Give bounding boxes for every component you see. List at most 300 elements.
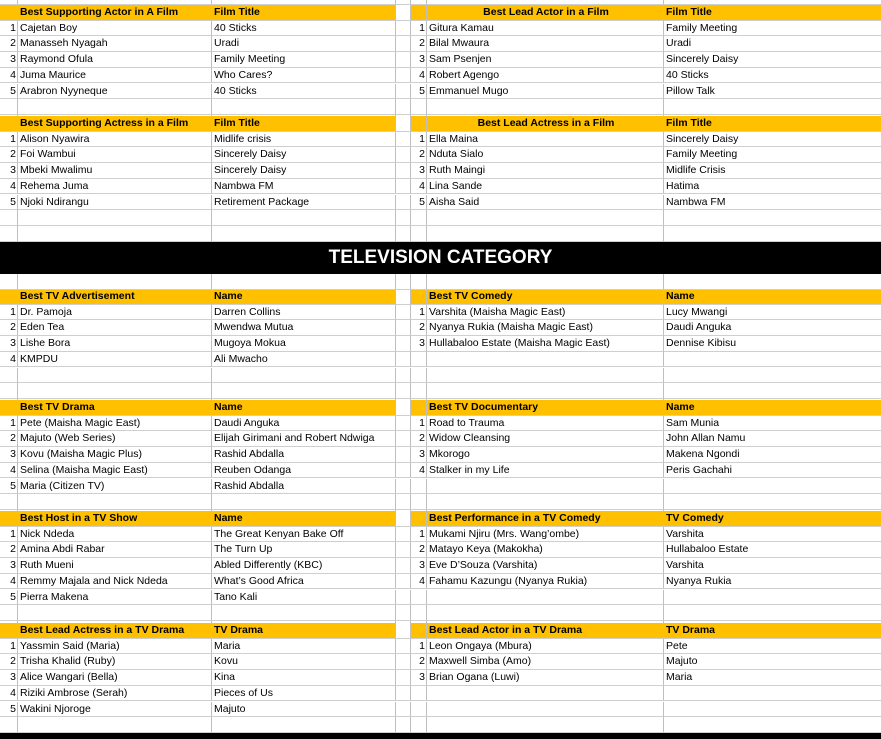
- title-cell[interactable]: The Turn Up: [212, 542, 396, 558]
- nominee-cell[interactable]: Ruth Mueni: [18, 558, 212, 574]
- nominee-cell[interactable]: [18, 368, 212, 384]
- gap-cell[interactable]: [396, 352, 411, 368]
- rank-cell[interactable]: 1: [411, 527, 427, 543]
- rank-cell[interactable]: 2: [0, 431, 18, 447]
- rank-cell[interactable]: [0, 605, 18, 621]
- rank-cell[interactable]: 2: [411, 147, 427, 163]
- table-row: [0, 99, 881, 115]
- empty-cell[interactable]: [427, 274, 664, 290]
- title-cell[interactable]: Dennise Kibisu: [664, 336, 881, 352]
- rank-cell[interactable]: 1: [411, 416, 427, 432]
- gap-cell[interactable]: [396, 179, 411, 195]
- nominee-cell[interactable]: [427, 686, 664, 702]
- gap-cell[interactable]: [396, 639, 411, 655]
- title-cell[interactable]: [212, 99, 396, 115]
- rank-cell[interactable]: 2: [411, 320, 427, 336]
- nominee-cell[interactable]: Foi Wambui: [18, 147, 212, 163]
- nominee-cell[interactable]: [427, 383, 664, 399]
- nominee-cell[interactable]: Yassmin Said (Maria): [18, 639, 212, 655]
- column-header[interactable]: TV Drama: [664, 623, 881, 639]
- rank-cell[interactable]: 3: [411, 163, 427, 179]
- empty-cell[interactable]: [411, 274, 427, 290]
- title-cell[interactable]: John Allan Namu: [664, 431, 881, 447]
- gap-cell[interactable]: [396, 320, 411, 336]
- rank-cell[interactable]: [0, 717, 18, 733]
- title-cell[interactable]: Family Meeting: [664, 21, 881, 37]
- gap-cell[interactable]: [396, 717, 411, 733]
- empty-cell[interactable]: [18, 274, 212, 290]
- rank-cell[interactable]: 4: [0, 574, 18, 590]
- gap-cell[interactable]: [396, 68, 411, 84]
- nominee-cell[interactable]: [18, 605, 212, 621]
- nominee-cell[interactable]: Nick Ndeda: [18, 527, 212, 543]
- nominee-cell[interactable]: Gitura Kamau: [427, 21, 664, 37]
- rank-cell[interactable]: [0, 368, 18, 384]
- title-cell[interactable]: Retirement Package: [212, 195, 396, 211]
- nominee-cell[interactable]: Majuto (Web Series): [18, 431, 212, 447]
- rank-cell[interactable]: 2: [0, 147, 18, 163]
- rank-cell[interactable]: [411, 686, 427, 702]
- rank-cell[interactable]: 2: [411, 431, 427, 447]
- gap-cell[interactable]: [396, 210, 411, 226]
- category-header[interactable]: Best Performance in a TV Comedy: [427, 511, 664, 527]
- title-cell[interactable]: [664, 226, 881, 242]
- nominee-cell[interactable]: [427, 702, 664, 718]
- title-cell[interactable]: Pillow Talk: [664, 84, 881, 100]
- column-header[interactable]: Name: [212, 400, 396, 416]
- title-cell[interactable]: [212, 383, 396, 399]
- title-cell[interactable]: Mwendwa Mutua: [212, 320, 396, 336]
- nominee-cell[interactable]: Riziki Ambrose (Serah): [18, 686, 212, 702]
- gap-cell[interactable]: [396, 431, 411, 447]
- title-cell[interactable]: Lucy Mwangi: [664, 305, 881, 321]
- title-cell[interactable]: Sincerely Daisy: [212, 163, 396, 179]
- nominee-cell[interactable]: Pete (Maisha Magic East): [18, 416, 212, 432]
- category-header[interactable]: Best TV Advertisement: [18, 289, 212, 305]
- category-header[interactable]: Best Lead Actress in a Film: [427, 116, 664, 132]
- gap-cell[interactable]: [396, 654, 411, 670]
- title-cell[interactable]: Hullabaloo Estate: [664, 542, 881, 558]
- gap-cell[interactable]: [396, 368, 411, 384]
- nominee-cell[interactable]: [18, 494, 212, 510]
- title-cell[interactable]: Peris Gachahi: [664, 463, 881, 479]
- rank-cell[interactable]: 4: [0, 352, 18, 368]
- empty-cell[interactable]: [396, 274, 411, 290]
- rank-cell[interactable]: 4: [0, 463, 18, 479]
- rank-cell[interactable]: [411, 494, 427, 510]
- title-cell[interactable]: [212, 605, 396, 621]
- table-row: [0, 36, 881, 52]
- title-cell[interactable]: [212, 494, 396, 510]
- title-cell[interactable]: [664, 590, 881, 606]
- gap-cell[interactable]: [396, 479, 411, 495]
- rank-cell[interactable]: 1: [0, 21, 18, 37]
- rank-cell[interactable]: 2: [0, 654, 18, 670]
- title-cell[interactable]: Uradi: [212, 36, 396, 52]
- gap-cell[interactable]: [396, 226, 411, 242]
- category-header[interactable]: Best TV Drama: [18, 400, 212, 416]
- title-cell[interactable]: Midlife Crisis: [664, 163, 881, 179]
- nominee-cell[interactable]: [18, 226, 212, 242]
- rank-cell[interactable]: [411, 702, 427, 718]
- rank-cell[interactable]: 4: [0, 68, 18, 84]
- empty-cell[interactable]: [664, 274, 881, 290]
- gap-cell[interactable]: [396, 163, 411, 179]
- column-header[interactable]: Name: [664, 289, 881, 305]
- title-cell[interactable]: Daudi Anguka: [212, 416, 396, 432]
- nominee-cell[interactable]: [427, 368, 664, 384]
- nominee-cell[interactable]: Ella Maina: [427, 132, 664, 148]
- table-row: [0, 68, 881, 84]
- title-cell[interactable]: Family Meeting: [664, 147, 881, 163]
- rank-cell[interactable]: 1: [0, 639, 18, 655]
- rank-cell[interactable]: 2: [0, 36, 18, 52]
- nominee-cell[interactable]: Rehema Juma: [18, 179, 212, 195]
- title-cell[interactable]: Kovu: [212, 654, 396, 670]
- nominee-cell[interactable]: Varshita (Maisha Magic East): [427, 305, 664, 321]
- rank-cell[interactable]: 3: [411, 670, 427, 686]
- title-cell[interactable]: Kina: [212, 670, 396, 686]
- title-cell[interactable]: Maria: [212, 639, 396, 655]
- category-header[interactable]: Best Host in a TV Show: [18, 511, 212, 527]
- column-header[interactable]: TV Drama: [212, 623, 396, 639]
- nominee-cell[interactable]: Dr. Pamoja: [18, 305, 212, 321]
- title-cell[interactable]: [664, 99, 881, 115]
- title-cell[interactable]: [212, 717, 396, 733]
- nominee-cell[interactable]: Emmanuel Mugo: [427, 84, 664, 100]
- gap-cell[interactable]: [396, 99, 411, 115]
- title-cell[interactable]: Pete: [664, 639, 881, 655]
- title-cell[interactable]: Varshita: [664, 527, 881, 543]
- table-row: [0, 210, 881, 226]
- rank-cell[interactable]: [0, 210, 18, 226]
- nominee-cell[interactable]: Maxwell Simba (Amo): [427, 654, 664, 670]
- column-header[interactable]: Film Title: [664, 5, 881, 21]
- rank-cell[interactable]: 4: [411, 179, 427, 195]
- rank-cell[interactable]: [0, 99, 18, 115]
- nominee-cell[interactable]: [18, 210, 212, 226]
- title-cell[interactable]: Family Meeting: [212, 52, 396, 68]
- title-cell[interactable]: Pieces of Us: [212, 686, 396, 702]
- title-cell[interactable]: [664, 368, 881, 384]
- title-cell[interactable]: Nyanya Rukia: [664, 574, 881, 590]
- rank-cell[interactable]: 1: [0, 132, 18, 148]
- nominee-cell[interactable]: Alison Nyawira: [18, 132, 212, 148]
- nominee-cell[interactable]: [427, 99, 664, 115]
- title-cell[interactable]: Majuto: [212, 702, 396, 718]
- nominee-cell[interactable]: Leon Ongaya (Mbura): [427, 639, 664, 655]
- rank-cell[interactable]: 2: [411, 36, 427, 52]
- column-header[interactable]: Film Title: [212, 116, 396, 132]
- nominee-cell[interactable]: Njoki Ndirangu: [18, 195, 212, 211]
- rank-cell[interactable]: 3: [411, 447, 427, 463]
- rank-cell[interactable]: 3: [0, 447, 18, 463]
- nominee-cell[interactable]: [18, 99, 212, 115]
- title-cell[interactable]: Varshita: [664, 558, 881, 574]
- rank-cell[interactable]: 5: [0, 702, 18, 718]
- rank-cell[interactable]: 1: [411, 21, 427, 37]
- gap-cell[interactable]: [396, 52, 411, 68]
- title-cell[interactable]: Rashid Abdalla: [212, 447, 396, 463]
- gap-cell[interactable]: [396, 686, 411, 702]
- nominee-cell[interactable]: [427, 210, 664, 226]
- nominee-cell[interactable]: Juma Maurice: [18, 68, 212, 84]
- rank-cell[interactable]: [411, 717, 427, 733]
- gap-cell[interactable]: [396, 36, 411, 52]
- gap-cell[interactable]: [396, 527, 411, 543]
- rank-cell[interactable]: 3: [411, 52, 427, 68]
- nominee-cell[interactable]: [427, 352, 664, 368]
- nominee-cell[interactable]: [427, 605, 664, 621]
- rank-cell[interactable]: 1: [411, 639, 427, 655]
- rank-cell[interactable]: [411, 210, 427, 226]
- rank-cell[interactable]: 5: [0, 590, 18, 606]
- title-cell[interactable]: Midlife crisis: [212, 132, 396, 148]
- table-row: [0, 702, 881, 718]
- rank-cell[interactable]: 4: [411, 574, 427, 590]
- nominee-cell[interactable]: Nyanya Rukia (Maisha Magic East): [427, 320, 664, 336]
- rank-cell[interactable]: [411, 383, 427, 399]
- title-cell[interactable]: Maria: [664, 670, 881, 686]
- nominee-cell[interactable]: Lishe Bora: [18, 336, 212, 352]
- title-cell[interactable]: The Great Kenyan Bake Off: [212, 527, 396, 543]
- gap-cell[interactable]: [396, 605, 411, 621]
- category-header[interactable]: Best Supporting Actress in a Film: [18, 116, 212, 132]
- rank-cell[interactable]: [411, 368, 427, 384]
- gap-cell[interactable]: [396, 21, 411, 37]
- rank-cell[interactable]: 2: [411, 654, 427, 670]
- nominee-cell[interactable]: [427, 226, 664, 242]
- nominee-cell[interactable]: Maria (Citizen TV): [18, 479, 212, 495]
- nominee-cell[interactable]: Bilal Mwaura: [427, 36, 664, 52]
- title-cell[interactable]: [664, 479, 881, 495]
- rank-cell[interactable]: 3: [0, 52, 18, 68]
- nominee-cell[interactable]: Kovu (Maisha Magic Plus): [18, 447, 212, 463]
- rank-cell[interactable]: 2: [411, 542, 427, 558]
- title-cell[interactable]: Reuben Odanga: [212, 463, 396, 479]
- nominee-cell[interactable]: Aisha Said: [427, 195, 664, 211]
- gap-cell[interactable]: [396, 494, 411, 510]
- nominee-cell[interactable]: Fahamu Kazungu (Nyanya Rukia): [427, 574, 664, 590]
- gap-cell[interactable]: [396, 416, 411, 432]
- gap-cell[interactable]: [396, 383, 411, 399]
- title-cell[interactable]: [664, 605, 881, 621]
- column-header[interactable]: Name: [212, 511, 396, 527]
- rank-cell[interactable]: [411, 479, 427, 495]
- title-cell[interactable]: [664, 494, 881, 510]
- category-header[interactable]: Best TV Comedy: [427, 289, 664, 305]
- title-cell[interactable]: [664, 717, 881, 733]
- nominee-cell[interactable]: Eve D’Souza (Varshita): [427, 558, 664, 574]
- title-cell[interactable]: 40 Sticks: [212, 84, 396, 100]
- nominee-cell[interactable]: KMPDU: [18, 352, 212, 368]
- title-cell[interactable]: [664, 702, 881, 718]
- nominee-cell[interactable]: Pierra Makena: [18, 590, 212, 606]
- category-header[interactable]: Best Lead Actor in a Film: [427, 5, 664, 21]
- rank-cell[interactable]: 3: [0, 163, 18, 179]
- gap-cell[interactable]: [396, 305, 411, 321]
- title-cell[interactable]: Ali Mwacho: [212, 352, 396, 368]
- title-cell[interactable]: 40 Sticks: [664, 68, 881, 84]
- gap-cell[interactable]: [396, 670, 411, 686]
- rank-cell[interactable]: 5: [411, 84, 427, 100]
- category-header[interactable]: Best Supporting Actor in A Film: [18, 5, 212, 21]
- nominee-cell[interactable]: Mkorogo: [427, 447, 664, 463]
- title-cell[interactable]: Sincerely Daisy: [664, 52, 881, 68]
- nominee-cell[interactable]: Selina (Maisha Magic East): [18, 463, 212, 479]
- nominee-cell[interactable]: [427, 590, 664, 606]
- header-spacer: [411, 289, 427, 305]
- column-header[interactable]: Name: [212, 289, 396, 305]
- table-row: [0, 368, 881, 384]
- title-cell[interactable]: Mugoya Mokua: [212, 336, 396, 352]
- nominee-cell[interactable]: Wakini Njoroge: [18, 702, 212, 718]
- nominee-cell[interactable]: Eden Tea: [18, 320, 212, 336]
- title-cell[interactable]: Elijah Girimani and Robert Ndwiga: [212, 431, 396, 447]
- nominee-cell[interactable]: Sam Psenjen: [427, 52, 664, 68]
- title-cell[interactable]: [664, 210, 881, 226]
- nominee-cell[interactable]: Amina Abdi Rabar: [18, 542, 212, 558]
- rank-cell[interactable]: 3: [0, 670, 18, 686]
- title-cell[interactable]: Nambwa FM: [664, 195, 881, 211]
- rank-cell[interactable]: 4: [0, 686, 18, 702]
- nominee-cell[interactable]: [427, 494, 664, 510]
- column-header[interactable]: Film Title: [664, 116, 881, 132]
- rank-cell[interactable]: 2: [0, 320, 18, 336]
- title-cell[interactable]: Sincerely Daisy: [212, 147, 396, 163]
- gap-cell[interactable]: [396, 574, 411, 590]
- title-cell[interactable]: 40 Sticks: [212, 21, 396, 37]
- gap-cell[interactable]: [396, 336, 411, 352]
- rank-cell[interactable]: 5: [0, 479, 18, 495]
- rank-cell[interactable]: [0, 383, 18, 399]
- title-cell[interactable]: Majuto: [664, 654, 881, 670]
- rank-cell[interactable]: 5: [411, 195, 427, 211]
- rank-cell[interactable]: [411, 226, 427, 242]
- column-header[interactable]: Name: [664, 400, 881, 416]
- nominee-cell[interactable]: Nduta Sialo: [427, 147, 664, 163]
- rank-cell[interactable]: 2: [0, 542, 18, 558]
- nominee-cell[interactable]: Lina Sande: [427, 179, 664, 195]
- rank-cell[interactable]: 5: [0, 195, 18, 211]
- category-header[interactable]: Best Lead Actress in a TV Drama: [18, 623, 212, 639]
- table-row: [0, 717, 881, 733]
- rank-cell[interactable]: 1: [0, 527, 18, 543]
- title-cell[interactable]: Abled Differently (KBC): [212, 558, 396, 574]
- nominee-cell[interactable]: Manasseh Nyagah: [18, 36, 212, 52]
- rank-cell[interactable]: 5: [0, 84, 18, 100]
- nominee-cell[interactable]: Mbeki Mwalimu: [18, 163, 212, 179]
- gap-cell[interactable]: [396, 702, 411, 718]
- nominee-cell[interactable]: Mukami Njiru (Mrs. Wang’ombe): [427, 527, 664, 543]
- title-cell[interactable]: Hatima: [664, 179, 881, 195]
- empty-cell[interactable]: [212, 274, 396, 290]
- nominee-cell[interactable]: Widow Cleansing: [427, 431, 664, 447]
- title-cell[interactable]: Sam Munia: [664, 416, 881, 432]
- gap-cell[interactable]: [396, 558, 411, 574]
- rank-cell[interactable]: 3: [0, 336, 18, 352]
- title-cell[interactable]: Makena Ngondi: [664, 447, 881, 463]
- title-cell[interactable]: Daudi Anguka: [664, 320, 881, 336]
- nominee-cell[interactable]: Road to Trauma: [427, 416, 664, 432]
- column-header[interactable]: Film Title: [212, 5, 396, 21]
- rank-cell[interactable]: 1: [0, 305, 18, 321]
- category-header[interactable]: Best TV Documentary: [427, 400, 664, 416]
- nominee-cell[interactable]: Arabron Nyyneque: [18, 84, 212, 100]
- rank-cell[interactable]: [411, 352, 427, 368]
- rank-cell[interactable]: [0, 226, 18, 242]
- nominee-cell[interactable]: Ruth Maingi: [427, 163, 664, 179]
- title-cell[interactable]: [664, 383, 881, 399]
- gap-cell[interactable]: [396, 463, 411, 479]
- title-cell[interactable]: Rashid Abdalla: [212, 479, 396, 495]
- nominee-cell[interactable]: Raymond Ofula: [18, 52, 212, 68]
- rank-cell[interactable]: [411, 605, 427, 621]
- title-cell[interactable]: [664, 686, 881, 702]
- nominee-cell[interactable]: Stalker in my Life: [427, 463, 664, 479]
- nominee-cell[interactable]: Brian Ogana (Luwi): [427, 670, 664, 686]
- rank-cell[interactable]: 3: [411, 558, 427, 574]
- title-cell[interactable]: [212, 226, 396, 242]
- rank-cell[interactable]: 3: [411, 336, 427, 352]
- title-cell[interactable]: Tano Kali: [212, 590, 396, 606]
- rank-cell[interactable]: 1: [411, 132, 427, 148]
- title-cell[interactable]: [212, 368, 396, 384]
- nominee-cell[interactable]: [18, 383, 212, 399]
- empty-cell[interactable]: [0, 274, 18, 290]
- gap-cell[interactable]: [396, 132, 411, 148]
- nominee-cell[interactable]: Cajetan Boy: [18, 21, 212, 37]
- nominee-cell[interactable]: [427, 717, 664, 733]
- rank-cell[interactable]: 1: [411, 305, 427, 321]
- table-row: [0, 463, 881, 479]
- column-header[interactable]: TV Comedy: [664, 511, 881, 527]
- title-cell[interactable]: [664, 352, 881, 368]
- nominee-cell[interactable]: Hullabaloo Estate (Maisha Magic East): [427, 336, 664, 352]
- title-cell[interactable]: Uradi: [664, 36, 881, 52]
- table-row: [0, 639, 881, 655]
- category-header[interactable]: Best Lead Actor in a TV Drama: [427, 623, 664, 639]
- nominee-cell[interactable]: [427, 479, 664, 495]
- nominee-cell[interactable]: Alice Wangari (Bella): [18, 670, 212, 686]
- rank-cell[interactable]: 3: [0, 558, 18, 574]
- title-cell[interactable]: Darren Collins: [212, 305, 396, 321]
- nominee-cell[interactable]: Robert Agengo: [427, 68, 664, 84]
- title-cell[interactable]: Nambwa FM: [212, 179, 396, 195]
- rank-cell[interactable]: 4: [411, 463, 427, 479]
- gap-cell[interactable]: [396, 542, 411, 558]
- gap-cell[interactable]: [396, 147, 411, 163]
- gap-cell[interactable]: [396, 195, 411, 211]
- gap-cell[interactable]: [396, 84, 411, 100]
- nominee-cell[interactable]: Matayo Keya (Makokha): [427, 542, 664, 558]
- rank-cell[interactable]: [411, 590, 427, 606]
- title-cell[interactable]: Sincerely Daisy: [664, 132, 881, 148]
- title-cell[interactable]: Who Cares?: [212, 68, 396, 84]
- gap-cell[interactable]: [396, 590, 411, 606]
- rank-cell[interactable]: [411, 99, 427, 115]
- title-cell[interactable]: [212, 210, 396, 226]
- rank-cell[interactable]: 4: [0, 179, 18, 195]
- nominee-cell[interactable]: Remmy Majala and Nick Ndeda: [18, 574, 212, 590]
- title-cell[interactable]: What’s Good Africa: [212, 574, 396, 590]
- rank-cell[interactable]: [0, 494, 18, 510]
- rank-cell[interactable]: 1: [0, 416, 18, 432]
- rank-cell[interactable]: 4: [411, 68, 427, 84]
- gap-cell[interactable]: [396, 447, 411, 463]
- nominee-cell[interactable]: [18, 717, 212, 733]
- nominee-cell[interactable]: Trisha Khalid (Ruby): [18, 654, 212, 670]
